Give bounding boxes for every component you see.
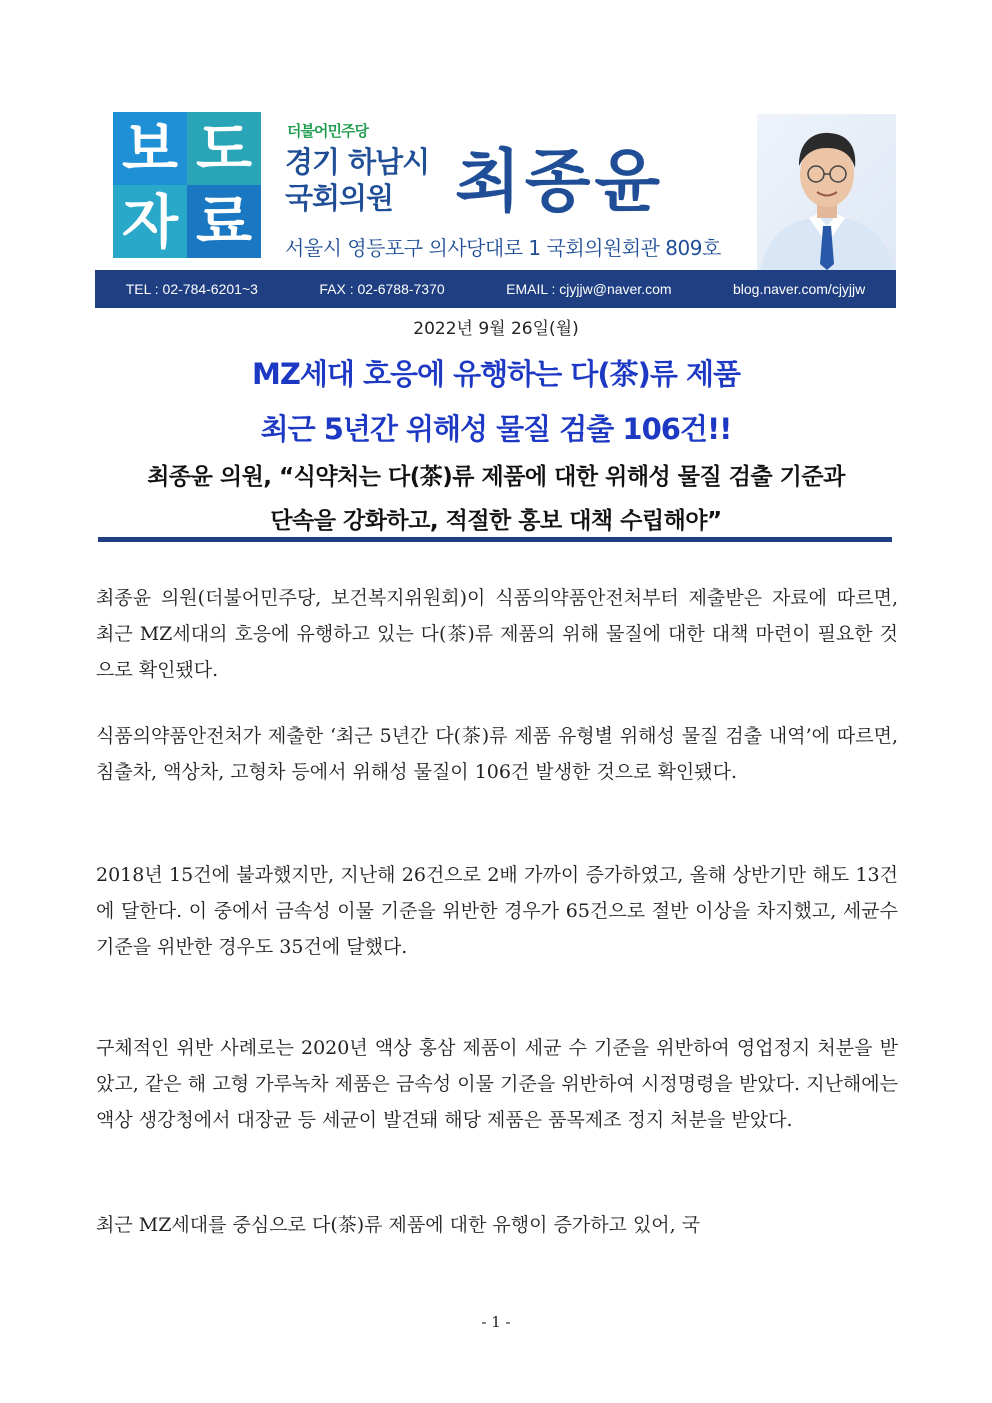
badge-char: 보	[113, 112, 187, 185]
portrait-image	[757, 114, 896, 270]
body-paragraph: 2018년 15건에 불과했지만, 지난해 26건으로 2배 가까이 증가하였고, 올해 상반기만 해도 13건에 달한다. 이 중에서 금속성 이물 기준을 위반한 경우가 65건으로 절반 이상을 차지했고, 세균수 기준을 위반한 경우도 35건에 달했다.	[96, 864, 898, 958]
subheadline-line-1: 최종윤 의원, “식약처는 다(茶)류 제품에 대한 위해성 물질 검출 기준과	[147, 464, 845, 490]
headline-line-2: 최근 5년간 위해성 물질 검출 106건!!	[260, 412, 732, 446]
email-address[interactable]: EMAIL : cjyjjw@naver.com	[506, 281, 672, 297]
fax-number: FAX : 02-6788-7370	[319, 281, 445, 297]
body-paragraph: 구체적인 위반 사례로는 2020년 액상 홍삼 제품이 세균 수 기준을 위반하여 영업정지 처분을 받았고, 같은 해 고형 가루녹차 제품은 금속성 이물 기준을 위반하여 시정명령을 받았다. 지난해에는 액상 생강청에서 대장균 등 세균이 발견돼 해당 제품은 품목제조 정지 처분을 받았다.	[96, 1037, 898, 1131]
release-date: 2022년 9월 26일(월)	[413, 319, 579, 339]
body-paragraph: 최근 MZ세대를 중심으로 다(茶)류 제품에 대한 유행이 증가하고 있어, 국	[96, 1214, 701, 1236]
member-name: 최종윤	[455, 143, 665, 222]
badge-char: 료	[187, 185, 261, 258]
member-portrait	[757, 114, 896, 270]
blog-link[interactable]: blog.naver.com/cjyjjw	[732, 281, 866, 297]
phone-number: TEL : 02-784-6201~3	[125, 281, 258, 297]
position-line: 국회의원	[285, 181, 394, 215]
contact-bar	[95, 270, 896, 308]
region-line: 경기 하남시	[285, 145, 430, 179]
headline-line-1: MZ세대 호응에 유행하는 다(茶)류 제품	[252, 357, 740, 391]
press-release-badge	[113, 112, 261, 258]
press-header	[95, 108, 896, 308]
subheadline-line-2: 단속을 강화하고, 적절한 홍보 대책 수립해야”	[270, 508, 722, 534]
badge-char: 자	[113, 185, 187, 258]
divider	[98, 537, 892, 542]
member-region	[285, 144, 429, 216]
party-name: 더불어민주당	[287, 122, 368, 140]
body-paragraph: 식품의약품안전처가 제출한 ‘최근 5년간 다(茶)류 제품 유형별 위해성 물질 검출 내역’에 따르면, 침출차, 액상차, 고형차 등에서 위해성 물질이 106건 발생한 것으로 확인됐다.	[96, 725, 898, 783]
page-number: - 1 -	[481, 1313, 511, 1331]
badge-char: 도	[187, 112, 261, 185]
office-address: 서울시 영등포구 의사당대로 1 국회의원회관 809호	[285, 236, 721, 260]
body-paragraph: 최종윤 의원(더불어민주당, 보건복지위원회)이 식품의약품안전처부터 제출받은 자료에 따르면, 최근 MZ세대의 호응에 유행하고 있는 다(茶)류 제품의 위해 물질에 대한 대책 마련이 필요한 것으로 확인됐다.	[96, 587, 898, 681]
